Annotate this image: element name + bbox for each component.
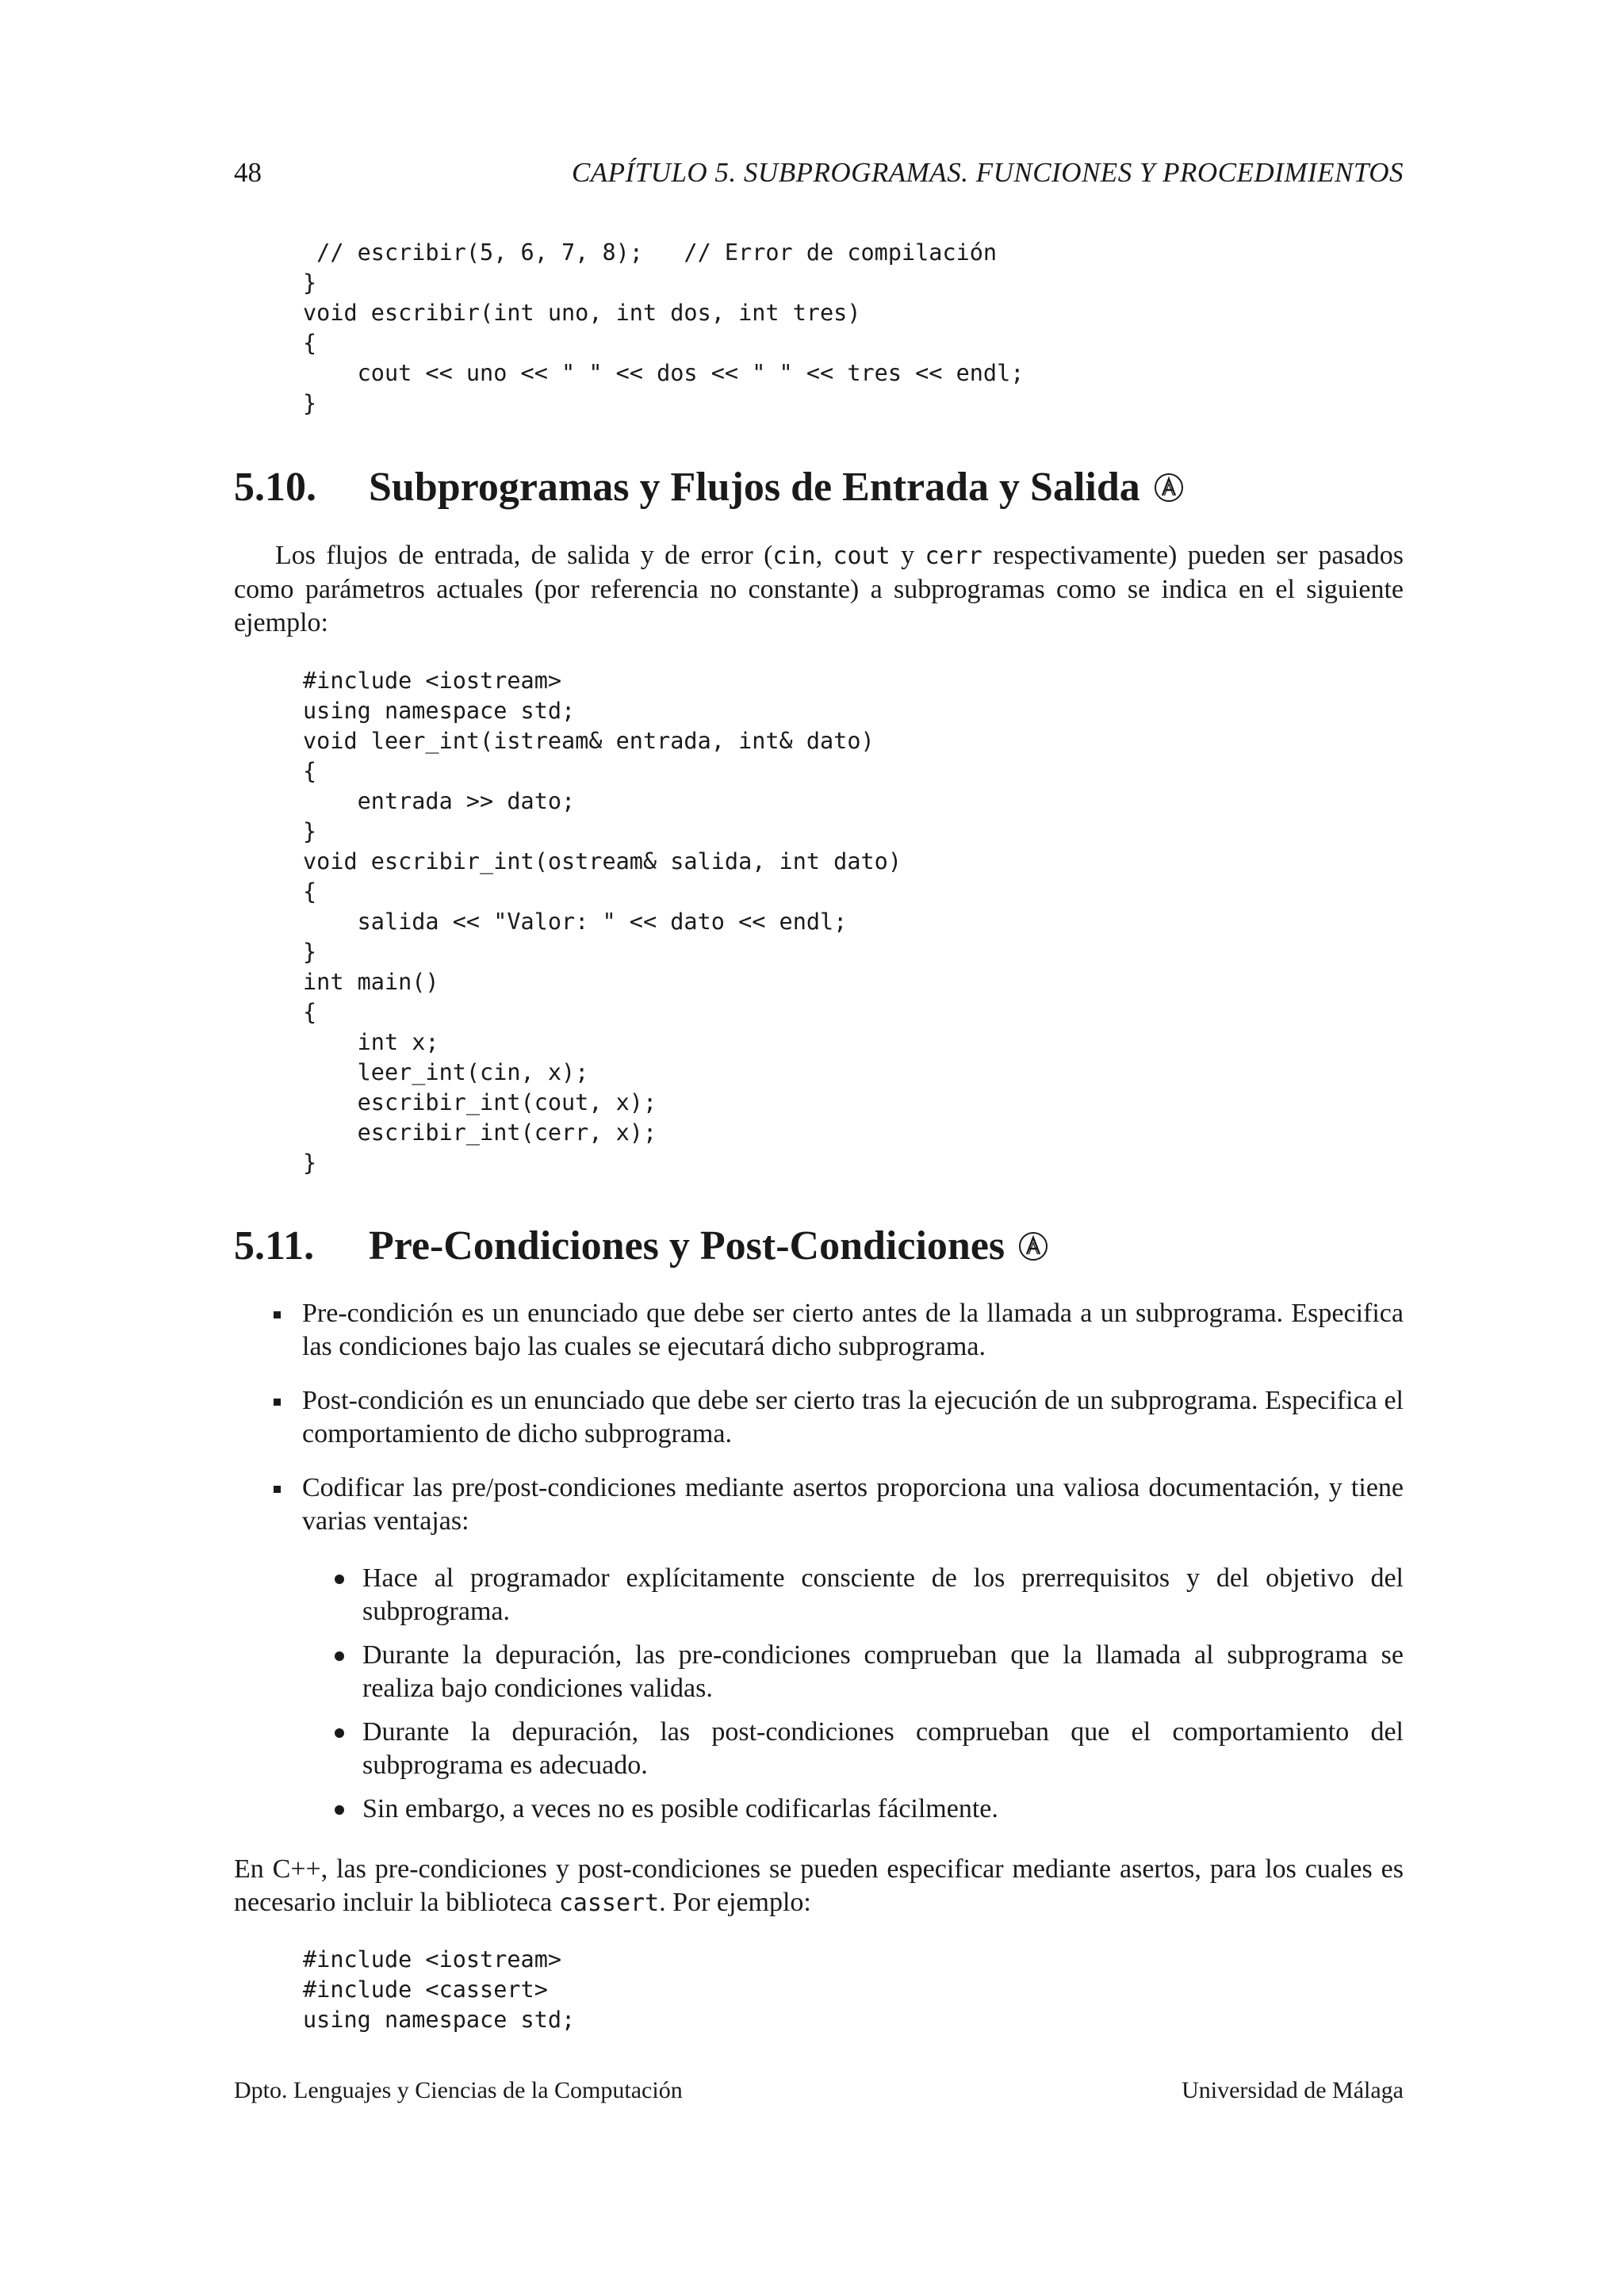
section-heading-5-11 <box>234 1223 1404 1278</box>
round-bullet-icon <box>335 1728 344 1738</box>
inline-code: cerr <box>925 542 982 570</box>
sub-list-item-text: Hace al programador explícitamente consciente de los prerrequisitos y del objetivo del subprograma. <box>362 1563 1404 1626</box>
sub-list-item <box>234 1793 1404 1829</box>
inline-code: cassert <box>558 1889 660 1917</box>
sub-list-item-text: Sin embargo, a veces no es posible codificarlas fácilmente. <box>362 1794 998 1823</box>
A-circled-advanced-icon <box>1153 472 1185 503</box>
round-bullet-icon <box>335 1805 344 1815</box>
section-title-text: Subprogramas y Flujos de Entrada y Salida <box>369 465 1140 510</box>
list-item-text: Codificar las pre/post-condiciones mediante asertos proporciona una valiosa documentación, y tiene varias ventajas: <box>302 1473 1404 1536</box>
para-text: , <box>815 541 833 570</box>
chapter-title: CAPÍTULO 5. SUBPROGRAMAS. FUNCIONES Y PROCEDIMIENTOS <box>571 157 1404 188</box>
para-text: Los flujos de entrada, de salida y de error ( <box>275 541 773 570</box>
code-block-top: // escribir(5, 6, 7, 8); // Error de compilación } void escribir(int uno, int dos, int tres) { cout << uno << " " << dos << " " << tres << endl; } <box>303 239 1025 416</box>
para-text: respectivamente) pueden ser pasados como parámetros actuales (por referencia no constante) a subprogramas como se indica en el siguiente ejemplo: <box>234 541 1404 637</box>
section-number: 5.11. <box>234 1223 315 1269</box>
sub-list-item <box>234 1716 1404 1787</box>
section-number: 5.10. <box>234 465 316 510</box>
square-bullet-icon <box>274 1311 281 1318</box>
A-circled-advanced-icon <box>1017 1230 1049 1262</box>
para-text: . Por ejemplo: <box>659 1888 811 1917</box>
list-item <box>234 1384 1404 1456</box>
section-heading-5-10 <box>234 464 1404 519</box>
footer-university: Universidad de Málaga <box>1182 2077 1404 2103</box>
square-bullet-icon <box>274 1399 281 1406</box>
sub-list-item-text: Durante la depuración, las pre-condiciones comprueban que la llamada al subprograma se realiza bajo condiciones validas. <box>362 1640 1404 1703</box>
sub-list-item <box>234 1639 1404 1710</box>
page-header <box>234 157 1404 197</box>
list-item-text: Pre-condición es un enunciado que debe ser cierto antes de la llamada a un subprograma. Especifica las condiciones bajo las cuales se ejecutará dicho subprograma. <box>302 1299 1404 1361</box>
sub-list-item <box>234 1562 1404 1633</box>
list-item-text: Post-condición es un enunciado que debe ser cierto tras la ejecución de un subprograma. Especifica el comportamiento de dicho subprograma. <box>302 1386 1404 1448</box>
para-text: En C++, las pre-condiciones y post-condiciones se pueden especificar mediante asertos, para los cuales es necesario incluir la biblioteca <box>234 1854 1404 1917</box>
round-bullet-icon <box>335 1651 344 1661</box>
code-block-streams: #include <iostream> using namespace std; void leer_int(istream& entrada, int& dato) { entrada >> dato; } void escribir_int(ostream& salida, int dato) { salida << "Valor: " << dato << endl; } int main() { int x; leer_int(cin, x); escribir_int(cout, x); escribir_int(cerr, x); } <box>303 668 902 1176</box>
inline-code: cout <box>833 542 891 570</box>
list-item <box>234 1297 1404 1368</box>
section-title <box>369 1223 1049 1269</box>
round-bullet-icon <box>335 1575 344 1584</box>
page-footer <box>234 2077 1404 2109</box>
footer-department: Dpto. Lenguajes y Ciencias de la Computación <box>234 2077 683 2103</box>
section-title-text: Pre-Condiciones y Post-Condiciones <box>369 1223 1005 1269</box>
sub-list-item-text: Durante la depuración, las post-condiciones comprueban que el comportamiento del subprograma es adecuado. <box>362 1717 1404 1780</box>
code-block-cassert: #include <iostream> #include <cassert> using namespace std; <box>303 1946 576 2033</box>
inline-code: cin <box>772 542 816 570</box>
para-text: y <box>890 541 925 570</box>
section-paragraph <box>234 1853 1404 1920</box>
page-number: 48 <box>234 157 262 188</box>
section-paragraph <box>234 539 1404 640</box>
section-title <box>369 464 1185 511</box>
square-bullet-icon <box>274 1486 281 1493</box>
list-item <box>234 1471 1404 1543</box>
